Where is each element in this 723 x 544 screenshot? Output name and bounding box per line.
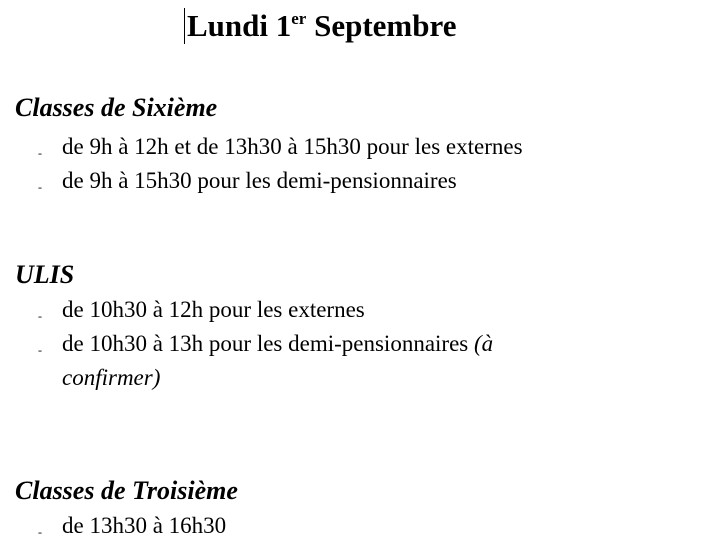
list-item: de 9h à 15h30 pour les demi-pensionnaires <box>62 168 457 193</box>
list-item: de 10h30 à 12h pour les externes <box>62 297 365 322</box>
list-bullet: - <box>38 343 42 357</box>
title-main: Lundi 1 <box>187 8 292 43</box>
list-item: de 9h à 12h et de 13h30 à 15h30 pour les externes <box>62 134 523 159</box>
list-bullet: - <box>38 309 42 323</box>
title-superscript: er <box>291 9 307 28</box>
list-bullet: - <box>38 180 42 194</box>
section-heading-troisieme: Classes de Troisième <box>15 476 238 505</box>
list-bullet: - <box>38 146 42 160</box>
list-item-continuation <box>62 364 160 391</box>
list-item-note: (à <box>474 331 494 356</box>
section-heading-ulis: ULIS <box>15 260 75 289</box>
section-heading-sixieme: Classes de Sixième <box>15 93 218 122</box>
list-bullet: - <box>38 525 42 539</box>
title-rest: Septembre <box>306 8 457 43</box>
text-cursor <box>184 8 185 44</box>
list-item-note-continued: confirmer) <box>62 365 161 390</box>
list-item <box>62 330 493 357</box>
page-title <box>187 6 456 46</box>
list-item-text: de 10h30 à 13h pour les demi-pensionnaires <box>62 331 474 356</box>
list-item: de 13h30 à 16h30 <box>62 513 227 538</box>
